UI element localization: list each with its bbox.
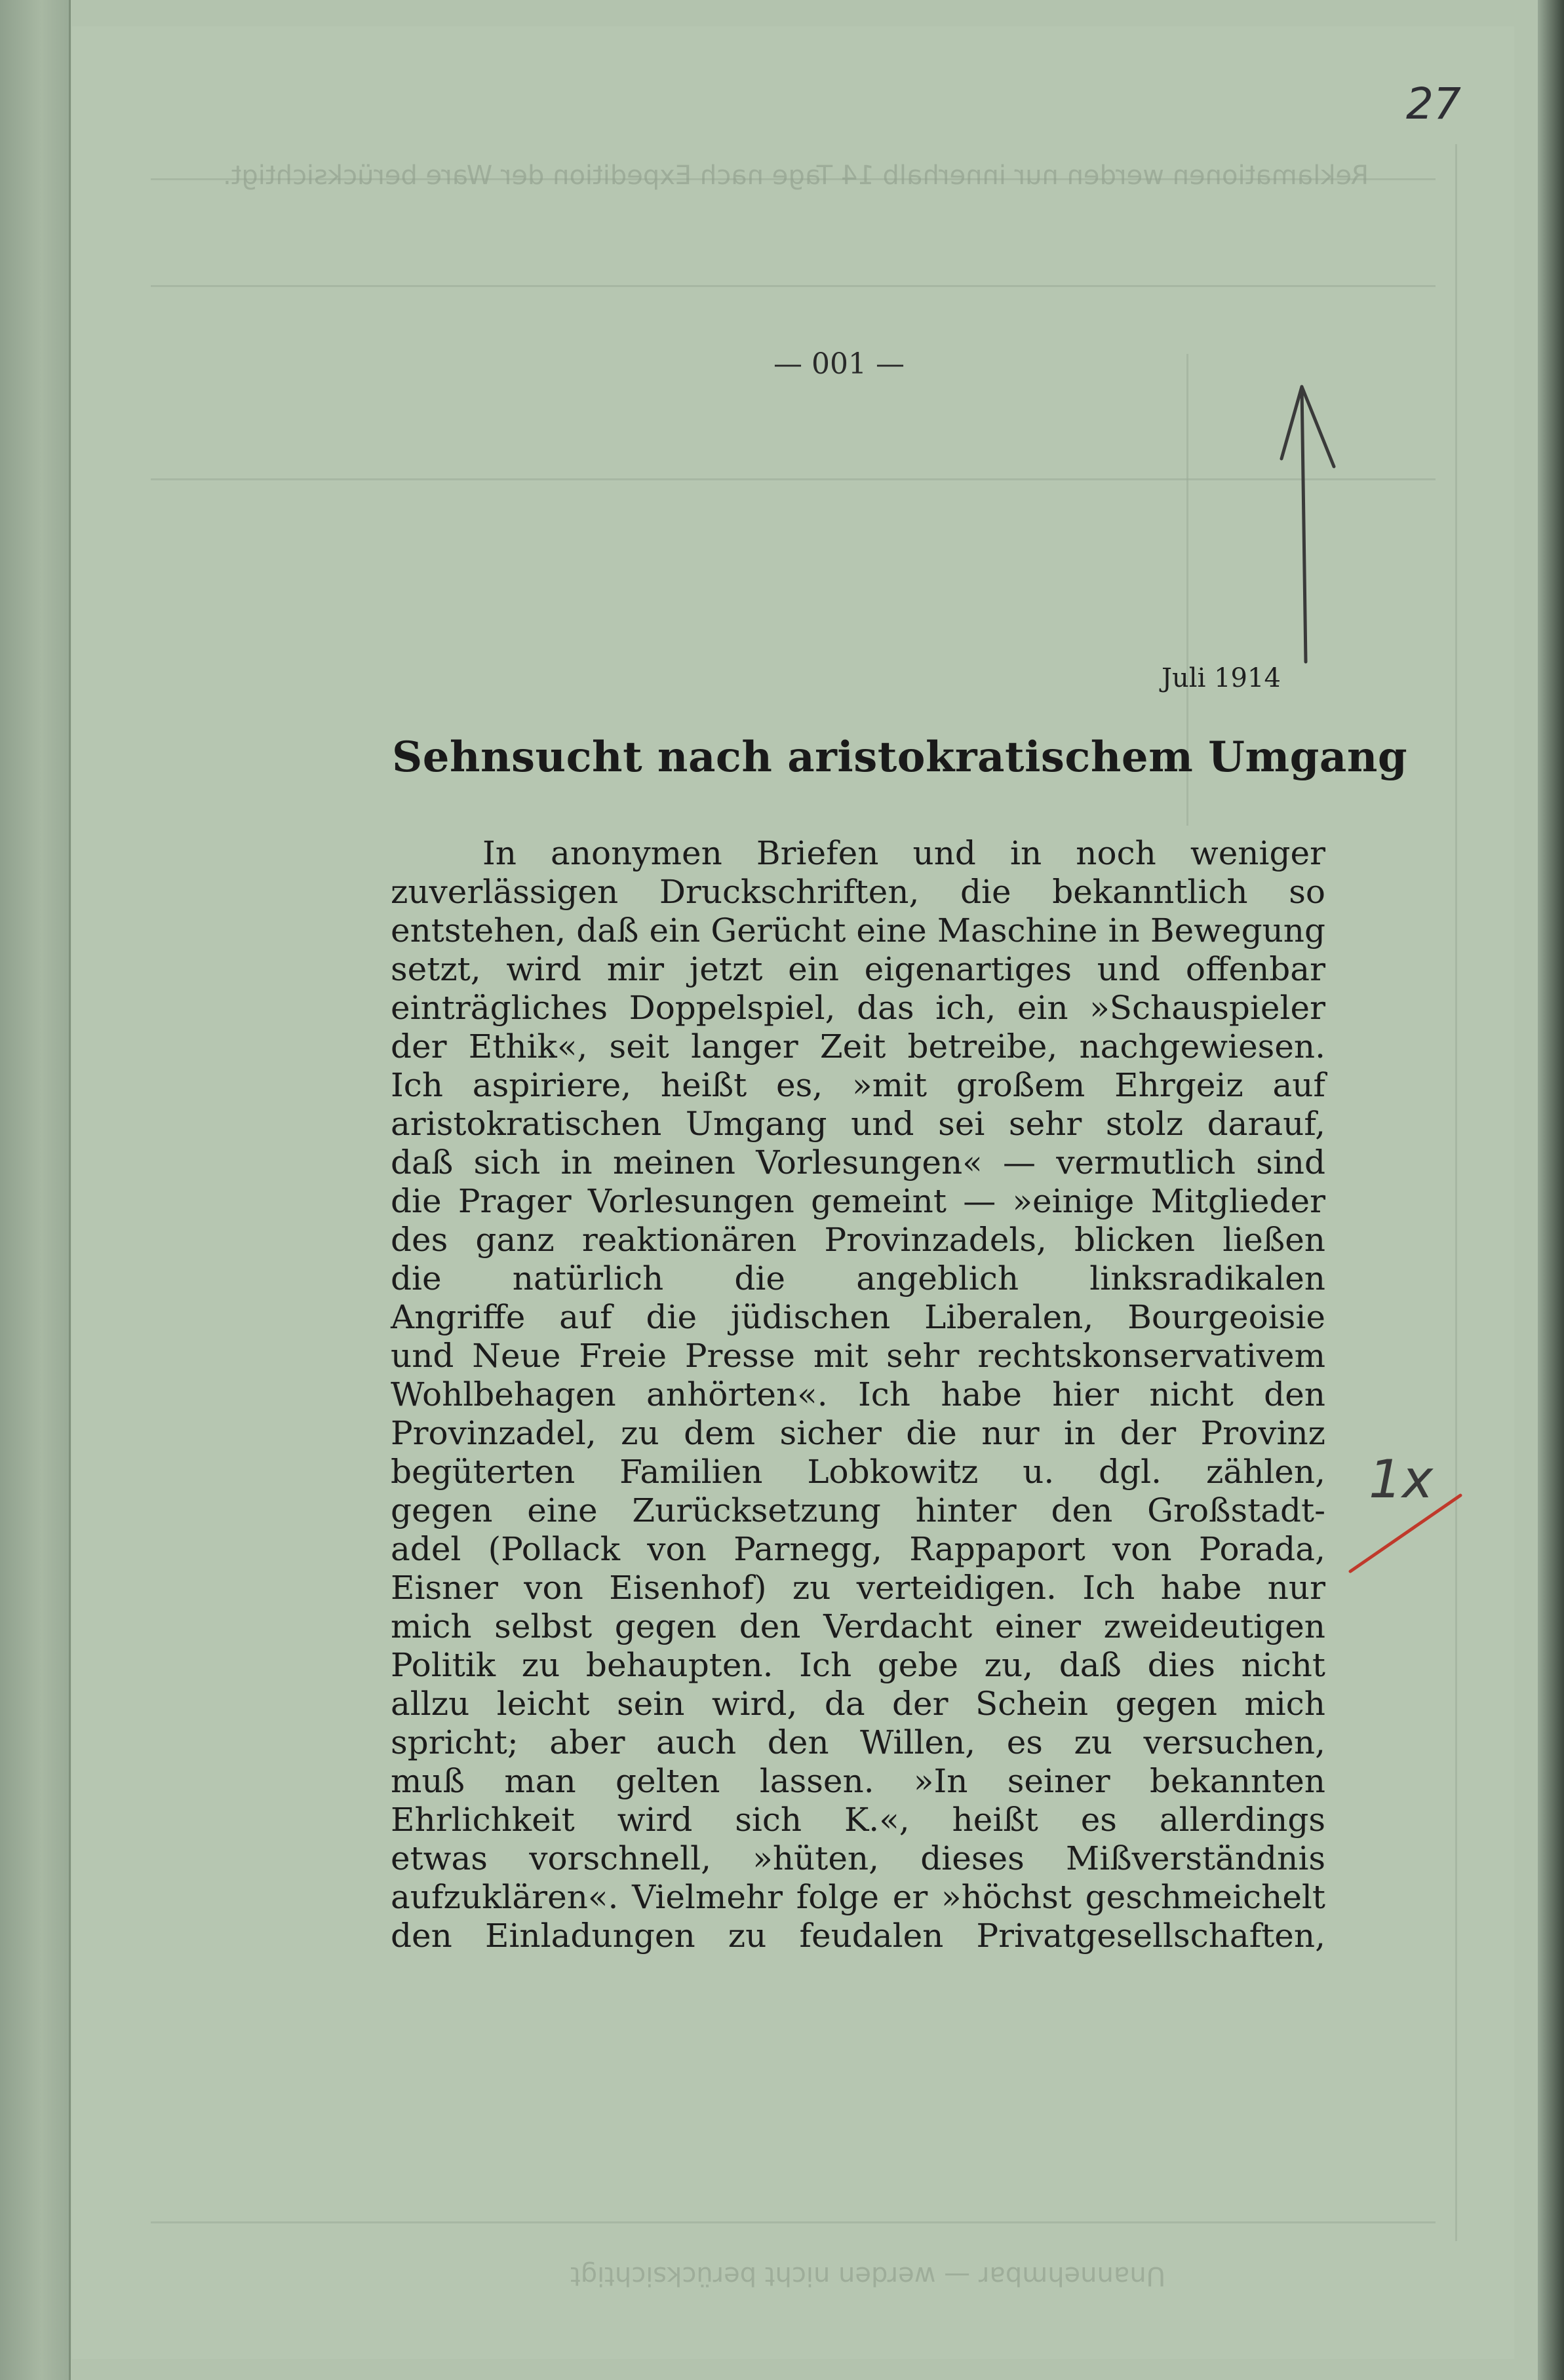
text-line: des ganz reaktionären Provinzadels, blicken ließen xyxy=(391,1221,1325,1259)
text-line: einträgliches Doppelspiel, das ich, ein »Schauspieler xyxy=(391,989,1325,1027)
text-line: Wohlbehagen anhörten«. Ich habe hier nicht den xyxy=(391,1375,1325,1413)
folio-number: 27 xyxy=(1406,79,1461,129)
text-line: Provinzadel, zu dem sicher die nur in der Provinz xyxy=(391,1414,1325,1452)
text-line: Eisner von Eisenhof) zu verteidigen. Ich habe nur xyxy=(391,1569,1325,1607)
text-line: Ehrlichkeit wird sich K.«, heißt es allerdings xyxy=(391,1801,1325,1839)
pencil-margin-note: 1x xyxy=(1369,1449,1434,1510)
text-line: und Neue Freie Presse mit sehr rechtskonservativem xyxy=(391,1337,1325,1375)
text-line: die natürlich die angeblich linksradikalen xyxy=(391,1259,1325,1297)
text-line: muß man gelten lassen. »In seiner bekannten xyxy=(391,1762,1325,1800)
show-through-text-top: Reklamationen werden nur innerhalb 14 Tage nach Expedition der Ware berücksichtigt. xyxy=(223,161,1369,191)
text-line: Angriffe auf die jüdischen Liberalen, Bourgeoisie xyxy=(391,1298,1325,1336)
text-line: die Prager Vorlesungen gemeint — »einige Mitglieder xyxy=(391,1182,1325,1220)
text-line: etwas vorschnell, »hüten, dieses Mißverständnis xyxy=(391,1839,1325,1877)
text-line: spricht; aber auch den Willen, es zu versuchen, xyxy=(391,1723,1325,1761)
text-line: aufzuklären«. Vielmehr folge er »höchst geschmeichelt xyxy=(391,1878,1325,1916)
pencil-arrow-icon xyxy=(1281,387,1334,662)
page-number: — 001 — xyxy=(773,347,905,381)
text-line: Ich aspiriere, heißt es, »mit großem Ehrgeiz auf xyxy=(391,1066,1325,1104)
text-line: der Ethik«, seit langer Zeit betreibe, nachgewiesen. xyxy=(391,1027,1325,1065)
show-through-text-bottom: Unannehmbar — werden nicht berücksichtigt xyxy=(570,2261,1166,2291)
text-line: daß sich in meinen Vorlesungen« — vermutlich sind xyxy=(391,1143,1325,1181)
text-line: In anonymen Briefen und in noch weniger xyxy=(482,834,1325,872)
text-line: mich selbst gegen den Verdacht einer zweideutigen xyxy=(391,1607,1325,1645)
text-line: setzt, wird mir jetzt ein eigenartiges und offenbar xyxy=(391,950,1325,988)
text-line: den Einladungen zu feudalen Privatgesellschaften, xyxy=(391,1917,1325,1955)
text-line: aristokratischen Umgang und sei sehr stolz darauf, xyxy=(391,1105,1325,1143)
text-line: entstehen, daß ein Gerücht eine Maschine in Bewegung xyxy=(391,912,1325,950)
text-line: gegen eine Zurücksetzung hinter den Großstadt- xyxy=(391,1491,1325,1529)
text-line: Politik zu behaupten. Ich gebe zu, daß dies nicht xyxy=(391,1646,1325,1684)
dateline: Juli 1914 xyxy=(1162,663,1281,693)
text-line: adel (Pollack von Parnegg, Rappaport von Porada, xyxy=(391,1530,1325,1568)
article-title: Sehnsucht nach aristokratischem Umgang xyxy=(392,733,1408,782)
text-line: allzu leicht sein wird, da der Schein gegen mich xyxy=(391,1685,1325,1723)
text-line: zuverlässigen Druckschriften, die bekanntlich so xyxy=(391,873,1325,911)
text-line: begüterten Familien Lobkowitz u. dgl. zählen, xyxy=(391,1453,1325,1491)
